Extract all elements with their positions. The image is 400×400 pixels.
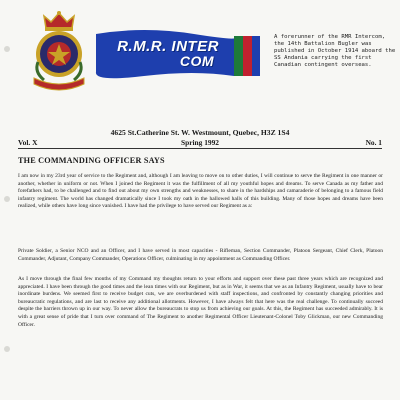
binder-hole [4, 196, 10, 202]
binder-hole [4, 46, 10, 52]
binder-hole [4, 346, 10, 352]
volume-label: Vol. X [18, 138, 38, 147]
masthead-divider [18, 148, 382, 149]
flag-title: R.M.R. INTER COM [117, 38, 219, 69]
article-paragraph: As I move through the final few months of my Command my thoughts return to your efforts and support over these past three years which are recognized and appreciated. I have been through the good times and the lean times with our Regiment, but as in War, it seems that we as an Infantry Regiment, usually have to bear inordinate burdens. We seemed first to receive budget cuts, we are overburdened with staff inspections, and confronted by constantly changing priorities and bureaucratic regulations, and are last to receive any additional allotments. However, I have always felt that here was the real challenge. To continually succeed despite the barriers thrown up in our way. To never allow the bureaucrats to stop us from achieving our goals. At this, the Regiment has succeeded admirably. It is with a great sense of pride that I turn over command of The Regiment to another Regimental Officer Lieutenant-Colonel Toby Glickman, our new Commanding Officer. [18, 276, 383, 328]
masthead-address: 4625 St.Catherine St. W. Westmount, Quebec, H3Z 1S4 [110, 128, 290, 137]
article-paragraph: I am now in my 23rd year of service to the Regiment and, although I am leaving to move on to other duties, I will continue to serve the Regiment in one manner or another, whether in uniform or not. When I joined the Regiment it was the fulfillment of all my youthful hopes and dreams. To serve Canada as my father and forefathers had, to be challenged and to find out about my own strengths and weaknesses, to share in the hardships and camaraderie of belonging to a famous field infantry regiment. The world has changed dramatically since I took my oath in the hallowed halls of this building. Many of those hopes and dreams have been realized, while others have long since vanished. I have had the privilege to have served our Regiment as a: [18, 173, 383, 210]
regimental-crest-logo [26, 10, 92, 92]
article-title: THE COMMANDING OFFICER SAYS [18, 156, 165, 165]
history-caption: A forerunner of the RMR Intercom, the 14th Battalion Bugler was published in October 1914 aboard the SS Andania carrying the first Canadian contingent overseas. [274, 34, 396, 68]
issue-label: Spring 1992 [181, 138, 219, 147]
number-label: No. 1 [365, 138, 382, 147]
article-paragraph: Private Soldier, a Senior NCO and an Officer, and I have served in most capacities - Rifleman, Section Commander, Platoon Sergeant, Chief Clerk, Platoon Commander, Adjutant, Company Commander, Operations Officer, culminating in my appointment as Commanding Officer. [18, 248, 383, 262]
